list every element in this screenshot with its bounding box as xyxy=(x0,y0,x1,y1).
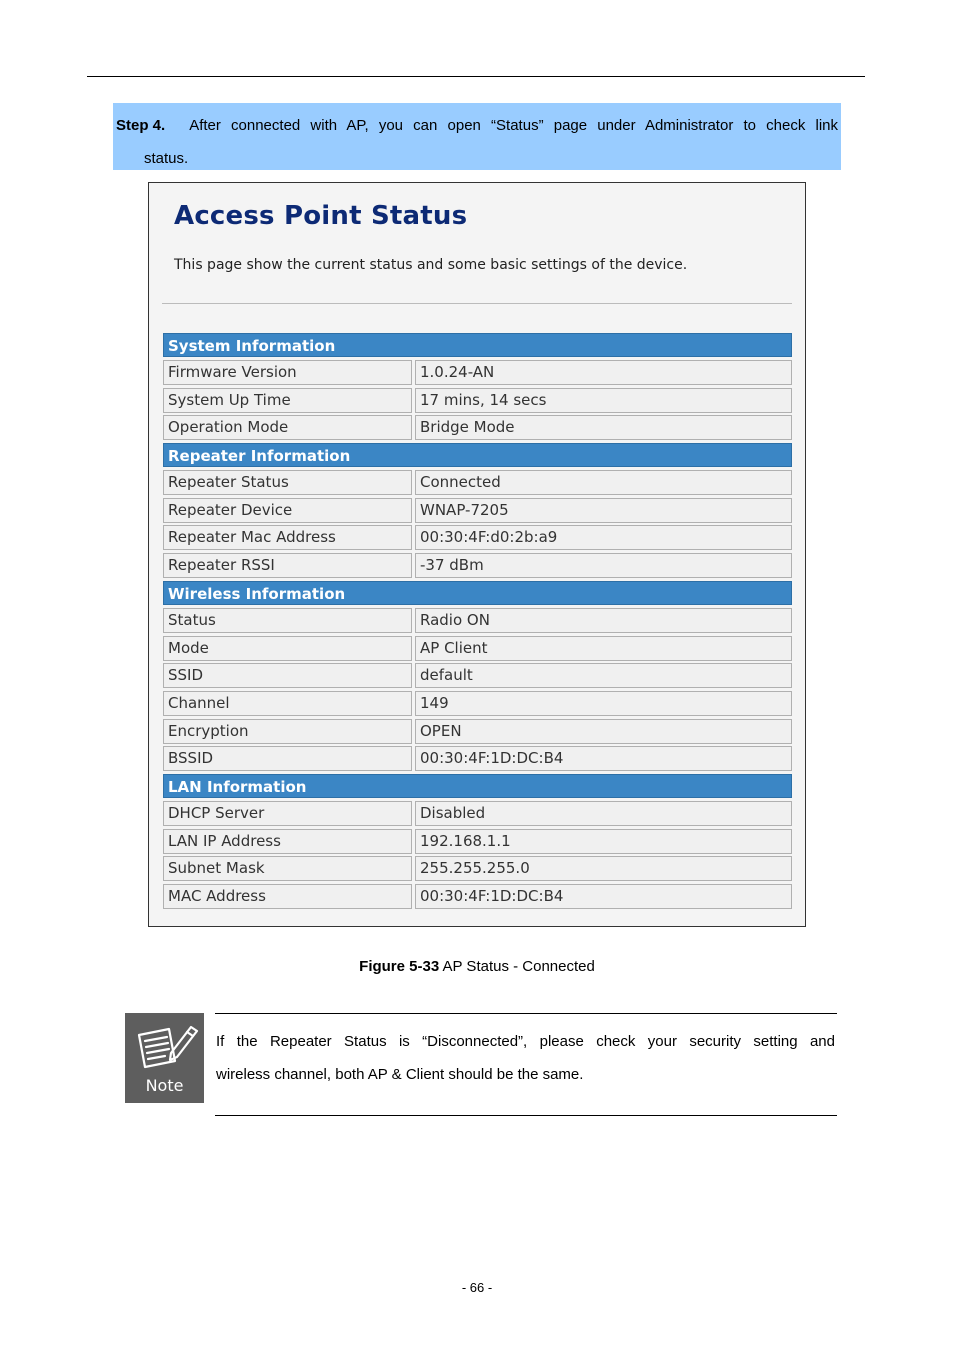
table-row xyxy=(163,829,792,854)
row-label: Repeater Status xyxy=(163,470,412,495)
table-row xyxy=(163,719,792,744)
table-row xyxy=(163,388,792,413)
row-label: SSID xyxy=(163,663,412,688)
row-label: DHCP Server xyxy=(163,801,412,826)
table-row xyxy=(163,636,792,661)
section-header: LAN Information xyxy=(163,774,792,798)
table-row xyxy=(163,525,792,550)
row-label: Mode xyxy=(163,636,412,661)
figure-number: Figure 5-33 xyxy=(359,958,440,975)
row-value: 255.255.255.0 xyxy=(415,856,792,881)
row-value: default xyxy=(415,663,792,688)
row-label: Repeater Mac Address xyxy=(163,525,412,550)
figure-caption xyxy=(0,958,954,975)
row-value: 00:30:4F:d0:2b:a9 xyxy=(415,525,792,550)
page-title: Access Point Status xyxy=(174,201,468,231)
note-text-line2: wireless channel, both AP & Client should be the same. xyxy=(216,1066,584,1083)
row-value: AP Client xyxy=(415,636,792,661)
row-value: 00:30:4F:1D:DC:B4 xyxy=(415,884,792,909)
step-instruction xyxy=(113,103,841,170)
section-header: Repeater Information xyxy=(163,443,792,467)
table-row xyxy=(163,415,792,440)
table-row xyxy=(163,691,792,716)
ap-status-screenshot xyxy=(148,182,806,927)
note-pencil-icon xyxy=(125,1013,204,1077)
note-text-line1: If the Repeater Status is “Disconnected”, please check your security setting and xyxy=(216,1033,835,1050)
step-label: Step 4. xyxy=(116,117,166,134)
note-top-rule xyxy=(215,1013,837,1014)
row-label: Encryption xyxy=(163,719,412,744)
row-label: Firmware Version xyxy=(163,360,412,385)
row-label: LAN IP Address xyxy=(163,829,412,854)
row-label: Channel xyxy=(163,691,412,716)
table-row xyxy=(163,470,792,495)
table-row xyxy=(163,746,792,771)
step-text-line1: After connected with AP, you can open “Status” page under Administrator to check link xyxy=(189,117,838,134)
row-value: Connected xyxy=(415,470,792,495)
row-value: -37 dBm xyxy=(415,553,792,578)
row-label: Operation Mode xyxy=(163,415,412,440)
row-label: MAC Address xyxy=(163,884,412,909)
table-row xyxy=(163,360,792,385)
row-label: Subnet Mask xyxy=(163,856,412,881)
row-value: WNAP-7205 xyxy=(415,498,792,523)
row-value: Radio ON xyxy=(415,608,792,633)
table-row xyxy=(163,608,792,633)
row-value: 00:30:4F:1D:DC:B4 xyxy=(415,746,792,771)
step-text-line2: status. xyxy=(144,150,189,167)
row-value: 149 xyxy=(415,691,792,716)
table-row xyxy=(163,884,792,909)
table-row xyxy=(163,553,792,578)
table-row xyxy=(163,663,792,688)
row-label: Status xyxy=(163,608,412,633)
status-table xyxy=(163,333,792,912)
divider xyxy=(162,303,792,304)
row-value: OPEN xyxy=(415,719,792,744)
row-value: 192.168.1.1 xyxy=(415,829,792,854)
row-label: BSSID xyxy=(163,746,412,771)
table-row xyxy=(163,498,792,523)
row-value: Bridge Mode xyxy=(415,415,792,440)
note-label: Note xyxy=(145,1076,184,1095)
note-text xyxy=(216,1025,835,1091)
page-description: This page show the current status and some basic settings of the device. xyxy=(174,257,688,273)
table-row xyxy=(163,801,792,826)
row-value: 1.0.24-AN xyxy=(415,360,792,385)
page-number: - 66 - xyxy=(461,1280,493,1295)
figure-title: AP Status - Connected xyxy=(439,958,595,975)
row-label: Repeater Device xyxy=(163,498,412,523)
row-label: System Up Time xyxy=(163,388,412,413)
note-bottom-rule xyxy=(215,1115,837,1116)
row-label: Repeater RSSI xyxy=(163,553,412,578)
section-header: System Information xyxy=(163,333,792,357)
header-rule xyxy=(87,76,865,77)
section-header: Wireless Information xyxy=(163,581,792,605)
table-row xyxy=(163,856,792,881)
row-value: Disabled xyxy=(415,801,792,826)
row-value: 17 mins, 14 secs xyxy=(415,388,792,413)
note-icon xyxy=(125,1013,204,1103)
